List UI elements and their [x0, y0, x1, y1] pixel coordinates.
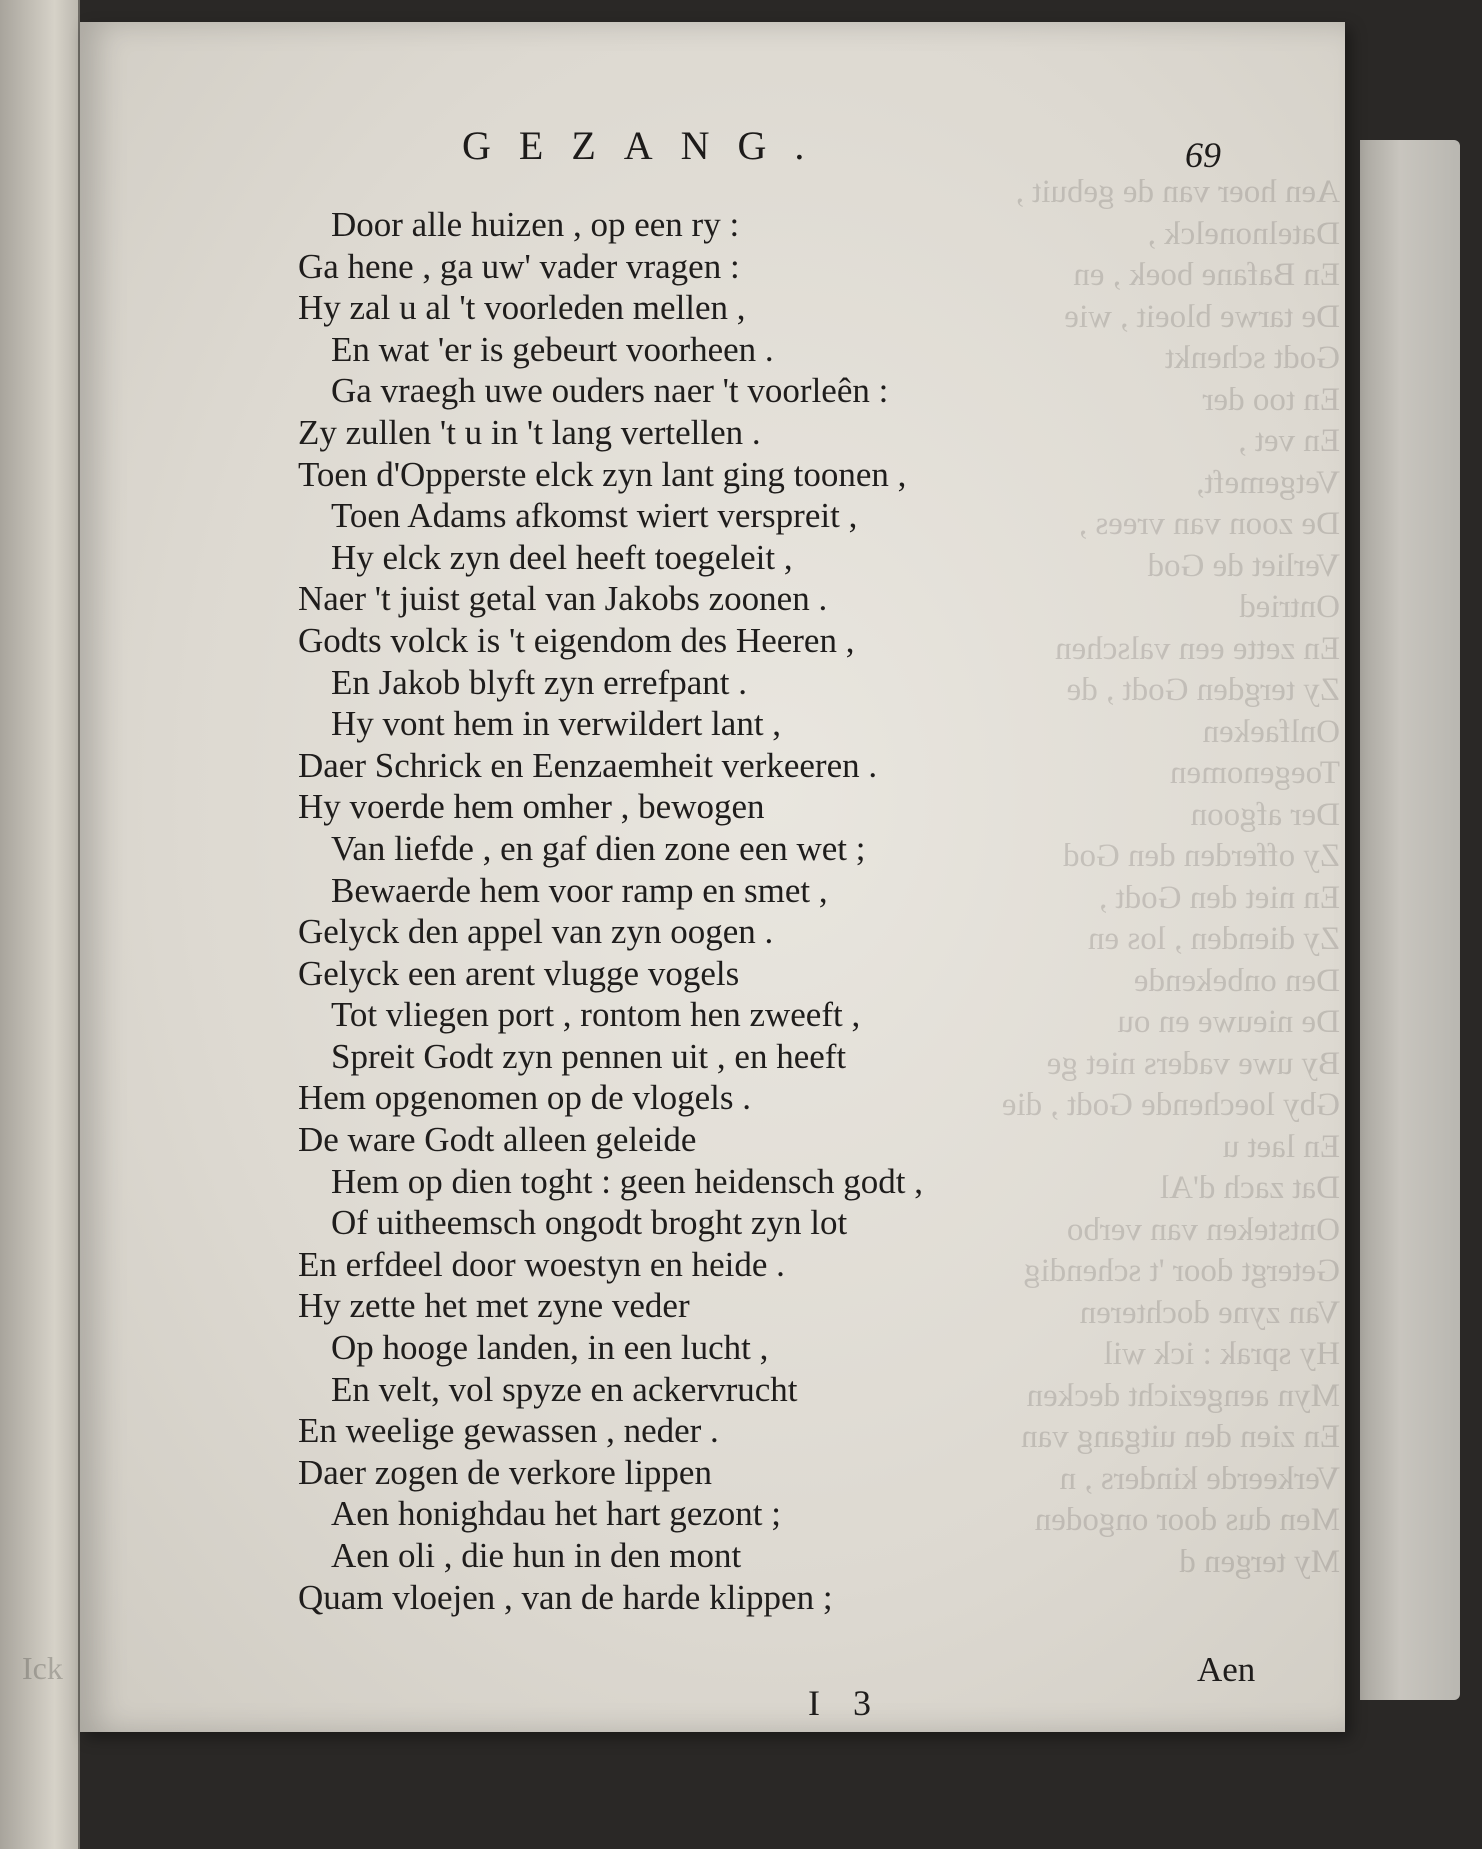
show-through-line: En too der	[1202, 381, 1340, 418]
verse-line: En wat 'er is gebeurt voorheen .	[331, 329, 774, 369]
verse-line: Quam vloejen , van de harde klippen ;	[298, 1577, 833, 1617]
verse-line: Ga vraegh uwe ouders naer 't voorleên :	[331, 371, 889, 411]
verse-line: En Jakob blyft zyn errefpant .	[331, 662, 747, 702]
show-through-line: Zy offerden den God	[1062, 838, 1340, 874]
show-through-line: De nieuwe en ou	[1117, 1004, 1340, 1040]
verse-line: Hy zal u al 't voorleden mellen ,	[298, 288, 746, 328]
show-through-line: Hy sprak : ick wil	[1103, 1336, 1340, 1372]
show-through-line: My tergen d	[1179, 1543, 1340, 1580]
verse-line: Bewaerde hem voor ramp en smet ,	[331, 870, 828, 910]
verse-line: Naer 't juist getal van Jakobs zoonen .	[298, 579, 828, 619]
verse-body	[298, 204, 1198, 1618]
show-through-line: Zy tergden Godt , de	[1066, 672, 1340, 708]
show-through-line: Van zyne dochteren	[1079, 1294, 1340, 1331]
show-through-line: Der afgoon	[1190, 796, 1340, 833]
verse-line: Zy zullen 't u in 't lang vertellen .	[298, 412, 761, 452]
verse-line: Daer Schrick en Eenzaemheit verkeeren .	[298, 745, 878, 785]
catchword: Aen	[1197, 1650, 1256, 1689]
show-through-line: En niet den Godt ,	[1098, 879, 1340, 916]
show-through-line: En vet ,	[1238, 423, 1340, 459]
show-through-line: Verliet de God	[1147, 547, 1340, 584]
verse-line: Hy zette het met zyne veder	[298, 1286, 690, 1326]
running-title: GEZANG.	[462, 123, 833, 168]
show-through-line: Dat zach d'Al	[1159, 1170, 1340, 1206]
show-through-line: Men dus door ongoden	[1034, 1502, 1340, 1538]
verse-line: En weelige gewassen , neder .	[298, 1411, 719, 1451]
verse-line: Of uitheemsch ongodt broght zyn lot	[331, 1203, 848, 1243]
show-through-line: Toegenomen	[1170, 755, 1340, 791]
book-page	[80, 22, 1345, 1732]
show-through-line: Datelnonelck ,	[1147, 215, 1340, 252]
show-through-line: Myn aengezicht decken	[1026, 1377, 1340, 1414]
show-through-line: Ontried	[1239, 589, 1340, 625]
verse-line: Aen honighdau het hart gezont ;	[331, 1494, 782, 1534]
show-through-line: En zien den uitgang van	[1021, 1419, 1340, 1455]
show-through-line: Verkeerde kinders , n	[1059, 1460, 1340, 1497]
verse-line: Hem op dien toght : geen heidensch godt ,	[331, 1161, 923, 1201]
verse-line: Hy elck zyn deel heeft toegeleit ,	[331, 537, 793, 577]
verse-line: Tot vliegen port , rontom hen zweeft ,	[331, 995, 861, 1035]
show-through-line: By uwe vaders niet ge	[1046, 1045, 1340, 1082]
show-through-line: En laet u	[1222, 1128, 1340, 1165]
verse-line: Toen Adams afkomst wiert verspreit ,	[331, 496, 858, 536]
show-through-line: Onlfaeken	[1202, 713, 1340, 750]
verse-line: Gelyck een arent vlugge vogels	[298, 953, 740, 993]
verse-line: En erfdeel door woestyn en heide .	[298, 1244, 785, 1284]
show-through-line: Godt schenkt	[1164, 340, 1340, 376]
show-through-line: De zoon van vrees ,	[1078, 506, 1340, 542]
verse-line: Ga hene , ga uw' vader vragen :	[298, 246, 740, 286]
verse-line: Van liefde , en gaf dien zone een wet ;	[331, 828, 866, 868]
verse-line: Gelyck den appel van zyn oogen .	[298, 912, 774, 952]
left-page-catchword: Ick	[22, 1650, 63, 1686]
verse-line: Godts volck is 't eigendom des Heeren ,	[298, 620, 855, 660]
show-through-line: Den onbekende	[1133, 962, 1340, 999]
show-through-line: Getergt door 't schendig	[1023, 1253, 1340, 1289]
verse-line: Spreit Godt zyn pennen uit , en heeft	[331, 1036, 847, 1076]
signature-mark: I 3	[808, 1683, 883, 1723]
facing-left-page	[0, 0, 80, 1849]
verse-line: De ware Godt alleen geleide	[298, 1120, 697, 1160]
show-through-line: En Bafane boek , en	[1073, 257, 1340, 293]
page-number: 69	[1185, 135, 1221, 175]
show-through-line: Gby loechende Godt , die	[1001, 1087, 1340, 1123]
verse-line: Hem opgenomen op de vlogels .	[298, 1078, 751, 1118]
verse-line: Daer zogen de verkore lippen	[298, 1452, 712, 1492]
verse-line: Toen d'Opperste elck zyn lant ging toonen ,	[298, 454, 907, 494]
page-stack-edge	[1360, 140, 1460, 1700]
verse-line: Hy vont hem in verwildert lant ,	[331, 704, 782, 744]
show-through-line: Vetgemeft,	[1196, 464, 1340, 501]
show-through-line: Aen hoer van de gebuit ,	[1015, 174, 1340, 210]
verse-line: Hy voerde hem omher , bewogen	[298, 787, 765, 827]
show-through-line: De tarwe bloeit , wie	[1064, 298, 1340, 335]
show-through-line: Ontsteken van verbo	[1066, 1211, 1340, 1248]
verse-line: En velt, vol spyze en ackervrucht	[331, 1369, 798, 1409]
verse-line: Door alle huizen , op een ry :	[331, 205, 740, 244]
verse-line: Aen oli , die hun in den mont	[331, 1536, 742, 1575]
show-through-line: Zy dienden , los en	[1087, 921, 1340, 957]
show-through-line: En zette een valschen	[1055, 630, 1340, 667]
verse-line: Op hooge landen, in een lucht ,	[331, 1328, 769, 1368]
